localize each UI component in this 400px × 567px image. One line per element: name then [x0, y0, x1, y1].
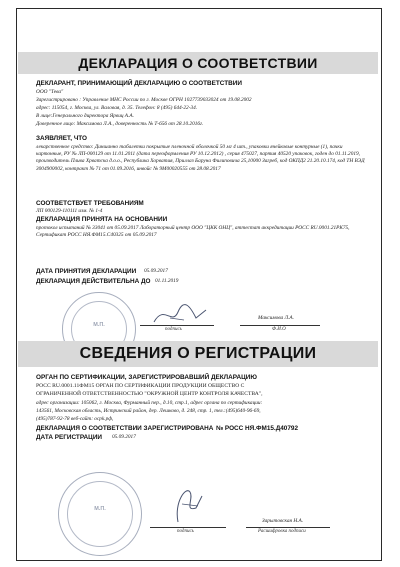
registration-body-line-4: 143561, Московская область, Истринский район, дер. Лешково, д. 248, стр. 1, тел.:(495)640-96-69,	[36, 408, 261, 414]
registered-declaration-label: ДЕКЛАРАЦИЯ О СООТВЕТСТВИИ ЗАРЕГИСТРИРОВАНА	[36, 425, 214, 432]
declarant-registration: Зарегистрировано : Управление МНС России по г. Москве ОГРН 1027739033024 от 19.08.2002	[36, 97, 252, 103]
certification-body-stamp	[58, 472, 142, 556]
declarant-address: адрес: 115054, г. Москва, ул. Валовая, д. 35. Телефон: 8 (495) 644-22-34.	[36, 105, 198, 111]
basis-heading: ДЕКЛАРАЦИЯ ПРИНЯТА НА ОСНОВАНИИ	[36, 216, 168, 223]
accepted-date-value: 05.09.2017	[144, 268, 168, 274]
registrar-signatory-name: Зарытовская Н.А.	[262, 518, 304, 524]
requirements-text: ЛП 000129-110111 изм. № 1-4	[36, 208, 103, 214]
registration-date-value: 05.09.2017	[112, 434, 136, 440]
requirements-heading: СООТВЕТСТВУЕТ ТРЕБОВАНИЯМ	[36, 200, 144, 207]
registered-declaration-number: № РОСС НЯ.ФМ15.Д40792	[216, 425, 299, 432]
registrar-sign-line	[150, 527, 226, 528]
declarant-name-line	[240, 325, 320, 326]
valid-until-value: 01.11.2019	[155, 278, 179, 284]
declares-text: лекарственное средство: Диншанно табалетки покрытые пленочной оболочкой 50 мг 4 шт., упаковки ячейковые контурные (1), пачки картонные, РУ № ЛП-000129 от 11.01.2011 (дата переоформления РУ 10.12.2012) , серия 475027, партия 40520 упаковок, годен до 01.11.2019, производитель Плива Хрватска д.о.о., Республика Хорватия, Приллаз Баруна Филиповича 25,10000 Загреб, код ОКПД2 21.20.10.174, код ТН ВЭД 3004900002, контракт № 71 от 01.09.2016, инвойс № 9M00020555 от 28.08.2017	[36, 144, 365, 172]
declarant-proxy: Доверенное лицо: Максимова Л.А., доверенность № Т-656 от 28.10.2016г.	[36, 121, 204, 127]
registration-title: СВЕДЕНИЯ О РЕГИСТРАЦИИ	[18, 341, 378, 367]
accepted-date-label: ДАТА ПРИНЯТИЯ ДЕКЛАРАЦИИ	[36, 268, 137, 275]
declarant-signatory-name: Максимова Л.А.	[258, 315, 294, 321]
declarant-name: ООО "Тева"	[36, 89, 64, 95]
registration-body-line-2: ОГРАНИЧЕННОЙ ОТВЕТСТВЕННОСТЬЮ "ОКРУЖНОЙ ЦЕНТР КОНТРОЛЯ КАЧЕСТВА",	[36, 391, 263, 397]
stamp-mp-label: М.П.	[93, 321, 105, 328]
registration-body-line-3: адрес организации: 105062, г. Москва, Фурманный пер., д.10, стр.1, адрес органа по сертификации:	[36, 400, 263, 406]
registrar-signature	[168, 482, 208, 526]
registration-date-label: ДАТА РЕГИСТРАЦИИ	[36, 434, 103, 441]
declarant-heading: ДЕКЛАРАНТ, ПРИНИМАЮЩИЙ ДЕКЛАРАЦИЮ О СООТВЕТСТВИИ	[36, 80, 242, 87]
declarant-sign-caption: подпись	[165, 327, 182, 332]
valid-until-label: ДЕКЛАРАЦИЯ ДЕЙСТВИТЕЛЬНА ДО	[36, 278, 151, 285]
registration-body-line-5: (495)787-92-78 веб-сайт: ocpk.pф,	[36, 416, 114, 422]
registrar-name-caption: Расшифровка подписи	[258, 529, 306, 534]
registrar-sign-caption: подпись	[177, 529, 194, 534]
declarant-name-caption: Ф.И.О	[272, 327, 286, 332]
declarant-sign-line	[140, 325, 214, 326]
declares-heading: ЗАЯВЛЯЕТ, ЧТО	[36, 135, 88, 142]
registrar-name-line	[246, 527, 330, 528]
registration-body-line-1: РОСС RU.0001.11ФМ15 ОРГАН ПО СЕРТИФИКАЦИИ ПРОДУКЦИИ ОБЩЕСТВО С	[36, 383, 245, 389]
registration-heading: ОРГАН ПО СЕРТИФИКАЦИИ, ЗАРЕГИСТРИРОВАВШИЙ ДЕКЛАРАЦИЮ	[36, 374, 257, 381]
basis-text: протокол испытаний № 33041 от 05.09.2017 Лабораторный центр ООО "ЦКК ОНЦ", аттестат аккредитации РОСС RU.0001.21PK75, Сертификат РОСС НЯ.ФМ15.С40325 от 05.09.2017	[36, 225, 350, 239]
declaration-title: ДЕКЛАРАЦИЯ О СООТВЕТСТВИИ	[18, 52, 378, 74]
declarant-director: В лице:Генерального директора Ярвиц А.А.	[36, 113, 134, 119]
stamp-mp-label: М.П.	[94, 505, 106, 512]
